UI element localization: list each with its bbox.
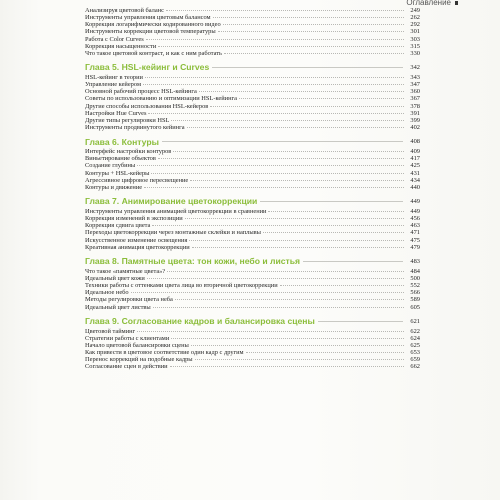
toc-entry[interactable] xyxy=(85,363,420,370)
toc-entry-page-number: 659 xyxy=(410,356,420,364)
toc-entry-title: Коррекция логарифмически кодированного видео xyxy=(85,21,221,29)
toc-entry-title: Настройки Hue Curves xyxy=(85,109,147,117)
toc-entry-title: HSL-кейинг в теории xyxy=(85,73,143,81)
chapter-heading[interactable] xyxy=(85,61,420,74)
toc-entry-title: Что такое цветовой контраст, и как с ним работать xyxy=(85,49,222,57)
toc-entry-title: Коррекция насыщенности xyxy=(85,42,157,50)
dot-leader xyxy=(173,150,404,152)
dot-leader xyxy=(158,157,404,159)
chapter-title: Глава 5. HSL-кейинг и Curves xyxy=(85,62,210,73)
toc-entry[interactable] xyxy=(85,124,420,131)
dot-leader xyxy=(213,16,404,18)
toc-entry-title: Создание глубины xyxy=(85,162,136,170)
dot-leader xyxy=(158,45,404,47)
toc-entry[interactable] xyxy=(85,342,420,349)
chapter-page-number: 483 xyxy=(410,257,420,265)
toc-entry[interactable] xyxy=(85,222,420,229)
running-header xyxy=(370,0,500,5)
chapter-rule xyxy=(303,261,403,262)
toc-entry-page-number: 449 xyxy=(410,207,420,215)
toc-entry-title: Цветовой тайминг xyxy=(85,327,136,335)
toc-entry-title: Идеальный цвет листвы xyxy=(85,303,151,311)
toc-entry[interactable] xyxy=(85,162,420,169)
toc-entry[interactable] xyxy=(85,356,420,363)
dot-leader xyxy=(185,217,404,219)
toc-entry-page-number: 409 xyxy=(410,148,420,156)
toc-entry-title: Что такое «памятные цвета»? xyxy=(85,267,166,275)
dot-leader xyxy=(192,246,404,248)
toc-entry-title: Другие типы регулировки HSL xyxy=(85,116,170,124)
dot-leader xyxy=(170,365,404,367)
dot-leader xyxy=(187,126,404,128)
toc-entry-title: Инструменты продвинутого кейинга xyxy=(85,123,185,131)
table-of-contents xyxy=(85,7,420,370)
toc-entry[interactable] xyxy=(85,148,420,155)
toc-entry-page-number: 315 xyxy=(410,42,420,50)
toc-entry-title: Искусственное изменение освещения xyxy=(85,236,188,244)
toc-entry-title: Креативная анимация цветокоррекции xyxy=(85,243,190,251)
page-marker xyxy=(455,1,458,5)
dot-leader xyxy=(143,83,404,85)
toc-entry[interactable] xyxy=(85,282,420,289)
toc-entry[interactable] xyxy=(85,215,420,222)
toc-entry[interactable] xyxy=(85,88,420,95)
chapter-rule xyxy=(260,201,403,202)
toc-entry[interactable] xyxy=(85,28,420,35)
toc-entry-page-number: 330 xyxy=(410,49,420,57)
toc-entry-page-number: 367 xyxy=(410,95,420,103)
toc-entry-title: Коррекция изменений в экспозиции xyxy=(85,215,183,223)
dot-leader xyxy=(147,277,404,279)
dot-leader xyxy=(146,38,404,40)
toc-entry[interactable] xyxy=(85,229,420,236)
toc-entry-title: Методы регулировки цвета неба xyxy=(85,296,173,304)
toc-entry-title: Советы по использованию и оптимизации HSL-кейинга xyxy=(85,95,237,103)
toc-entry-title: Начало цветовой балансировки сцены xyxy=(85,341,189,349)
chapter-heading[interactable] xyxy=(85,315,420,328)
toc-entry[interactable] xyxy=(85,296,420,303)
toc-entry-title: Инструменты управления анимацией цветокоррекции в сравнении xyxy=(85,207,267,215)
toc-entry-title: Другие способы использования HSL-кейеров xyxy=(85,102,209,110)
running-header-text: Оглавление xyxy=(406,0,451,5)
toc-entry-title: Согласование сцен в действии xyxy=(85,363,168,371)
toc-entry-page-number: 343 xyxy=(410,73,420,81)
toc-entry-page-number: 484 xyxy=(410,267,420,275)
toc-entry-title: Управление кейером xyxy=(85,81,141,89)
toc-entry-page-number: 589 xyxy=(410,296,420,304)
toc-entry[interactable] xyxy=(85,103,420,110)
dot-leader xyxy=(144,186,404,188)
chapter-title: Глава 7. Анимирование цветокоррекции xyxy=(85,196,258,207)
toc-entry-page-number: 624 xyxy=(410,334,420,342)
dot-leader xyxy=(224,52,404,54)
toc-entry[interactable] xyxy=(85,21,420,28)
toc-entry-title: Интерфейс настройки контуров xyxy=(85,148,172,156)
toc-entry-page-number: 249 xyxy=(410,7,420,14)
toc-entry-page-number: 622 xyxy=(410,327,420,335)
toc-entry[interactable] xyxy=(85,14,420,21)
toc-entry[interactable] xyxy=(85,244,420,251)
toc-entry-page-number: 475 xyxy=(410,236,420,244)
toc-entry-page-number: 479 xyxy=(410,243,420,251)
toc-entry[interactable] xyxy=(85,110,420,117)
toc-entry-title: Виньетирование объектов xyxy=(85,155,156,163)
toc-entry-title: Инструменты коррекции цветовой температуры xyxy=(85,28,216,36)
dot-leader xyxy=(190,179,404,181)
toc-entry[interactable] xyxy=(85,50,420,57)
chapter-title: Глава 6. Контуры xyxy=(85,136,159,147)
toc-entry-title: Основной рабочий процесс HSL-кейинга xyxy=(85,88,197,96)
toc-entry-page-number: 463 xyxy=(410,222,420,230)
dot-leader xyxy=(152,224,404,226)
chapter-rule xyxy=(212,67,403,68)
dot-leader xyxy=(246,351,404,353)
toc-entry[interactable] xyxy=(85,43,420,50)
toc-entry[interactable] xyxy=(85,237,420,244)
dot-leader xyxy=(239,97,404,99)
toc-entry[interactable] xyxy=(85,289,420,296)
toc-entry[interactable] xyxy=(85,335,420,342)
toc-entry-page-number: 292 xyxy=(410,21,420,29)
chapter-title: Глава 8. Памятные цвета: тон кожи, небо и листья xyxy=(85,256,301,267)
toc-entry-title: Техники работы с оттенками цвета лица во вторичной цветокоррекции xyxy=(85,282,278,290)
chapter-page-number: 621 xyxy=(410,317,420,325)
toc-entry-page-number: 605 xyxy=(410,303,420,311)
toc-entry-page-number: 471 xyxy=(410,229,420,237)
toc-entry-title: Идеальное небо xyxy=(85,289,129,297)
toc-entry-page-number: 566 xyxy=(410,289,420,297)
toc-entry-page-number: 456 xyxy=(410,215,420,223)
toc-entry[interactable] xyxy=(85,7,420,14)
dot-leader xyxy=(137,330,404,332)
toc-entry-page-number: 301 xyxy=(410,28,420,36)
dot-leader xyxy=(145,76,404,78)
toc-entry[interactable] xyxy=(85,36,420,43)
toc-entry-title: Перенос коррекций на подобные кадры xyxy=(85,356,193,364)
dot-leader xyxy=(171,337,404,339)
toc-entry-page-number: 440 xyxy=(410,183,420,191)
dot-leader xyxy=(195,358,404,360)
toc-entry[interactable] xyxy=(85,184,420,191)
toc-entry[interactable] xyxy=(85,304,420,311)
dot-leader xyxy=(151,172,404,174)
dot-leader xyxy=(175,298,404,300)
chapter-heading[interactable] xyxy=(85,255,420,268)
toc-entry-page-number: 417 xyxy=(410,155,420,163)
toc-entry[interactable] xyxy=(85,177,420,184)
toc-entry-page-number: 431 xyxy=(410,169,420,177)
chapter-page-number: 408 xyxy=(410,138,420,146)
toc-entry[interactable] xyxy=(85,275,420,282)
toc-entry-page-number: 425 xyxy=(410,162,420,170)
dot-leader xyxy=(218,30,404,32)
dot-leader xyxy=(167,270,404,272)
dot-leader xyxy=(268,210,404,212)
dot-leader xyxy=(153,306,404,308)
chapter-heading[interactable] xyxy=(85,195,420,208)
dot-leader xyxy=(280,284,404,286)
toc-entry[interactable] xyxy=(85,349,420,356)
dot-leader xyxy=(131,291,404,293)
dot-leader xyxy=(166,9,404,11)
dot-leader xyxy=(148,112,404,114)
toc-entry-page-number: 402 xyxy=(410,123,420,131)
toc-entry-page-number: 262 xyxy=(410,14,420,22)
dot-leader xyxy=(191,344,404,346)
toc-entry-title: Как привести в цветовое соответствие один кадр с другим xyxy=(85,349,244,357)
toc-entry-title: Агрессивное цифровое пересвещение xyxy=(85,176,189,184)
toc-entry-page-number: 625 xyxy=(410,341,420,349)
toc-entry-page-number: 391 xyxy=(410,109,420,117)
toc-entry-page-number: 662 xyxy=(410,363,420,371)
toc-entry-title: Переходы цветокоррекции через монтажные склейки и наплывы xyxy=(85,229,261,237)
toc-entry-title: Анализируя цветовой баланс xyxy=(85,7,164,14)
toc-entry-title: Работа с Color Curves xyxy=(85,35,144,43)
toc-entry[interactable] xyxy=(85,81,420,88)
toc-entry-page-number: 500 xyxy=(410,274,420,282)
toc-entry-title: Контуры + HSL-кейеры xyxy=(85,169,150,177)
toc-entry-title: Идеальный цвет кожи xyxy=(85,274,145,282)
toc-entry-title: Контуры и движение xyxy=(85,183,143,191)
toc-entry-page-number: 360 xyxy=(410,88,420,96)
dot-leader xyxy=(171,119,404,121)
chapter-title: Глава 9. Согласование кадров и балансировка сцены xyxy=(85,316,315,327)
chapter-page-number: 449 xyxy=(410,197,420,205)
toc-entry-title: Инструменты управления цветовым балансом xyxy=(85,14,211,22)
toc-entry-page-number: 347 xyxy=(410,81,420,89)
toc-entry-page-number: 378 xyxy=(410,102,420,110)
toc-entry[interactable] xyxy=(85,155,420,162)
toc-entry-page-number: 303 xyxy=(410,35,420,43)
toc-entry[interactable] xyxy=(85,170,420,177)
toc-entry-page-number: 434 xyxy=(410,176,420,184)
toc-entry-title: Коррекция сдвига цвета xyxy=(85,222,151,230)
toc-entry[interactable] xyxy=(85,328,420,335)
chapter-rule xyxy=(162,141,403,142)
toc-entry[interactable] xyxy=(85,95,420,102)
dot-leader xyxy=(137,164,404,166)
toc-entry-page-number: 399 xyxy=(410,116,420,124)
dot-leader xyxy=(223,23,404,25)
toc-entry-title: Стратегии работы с клиентами xyxy=(85,334,170,342)
toc-entry[interactable] xyxy=(85,268,420,275)
dot-leader xyxy=(199,90,404,92)
chapter-rule xyxy=(318,321,403,322)
chapter-heading[interactable] xyxy=(85,135,420,148)
dot-leader xyxy=(263,231,404,233)
toc-entry-page-number: 653 xyxy=(410,349,420,357)
chapter-page-number: 342 xyxy=(410,63,420,71)
toc-entry[interactable] xyxy=(85,208,420,215)
toc-entry[interactable] xyxy=(85,74,420,81)
toc-entry[interactable] xyxy=(85,117,420,124)
toc-entry-page-number: 552 xyxy=(410,282,420,290)
dot-leader xyxy=(189,239,404,241)
dot-leader xyxy=(210,105,404,107)
